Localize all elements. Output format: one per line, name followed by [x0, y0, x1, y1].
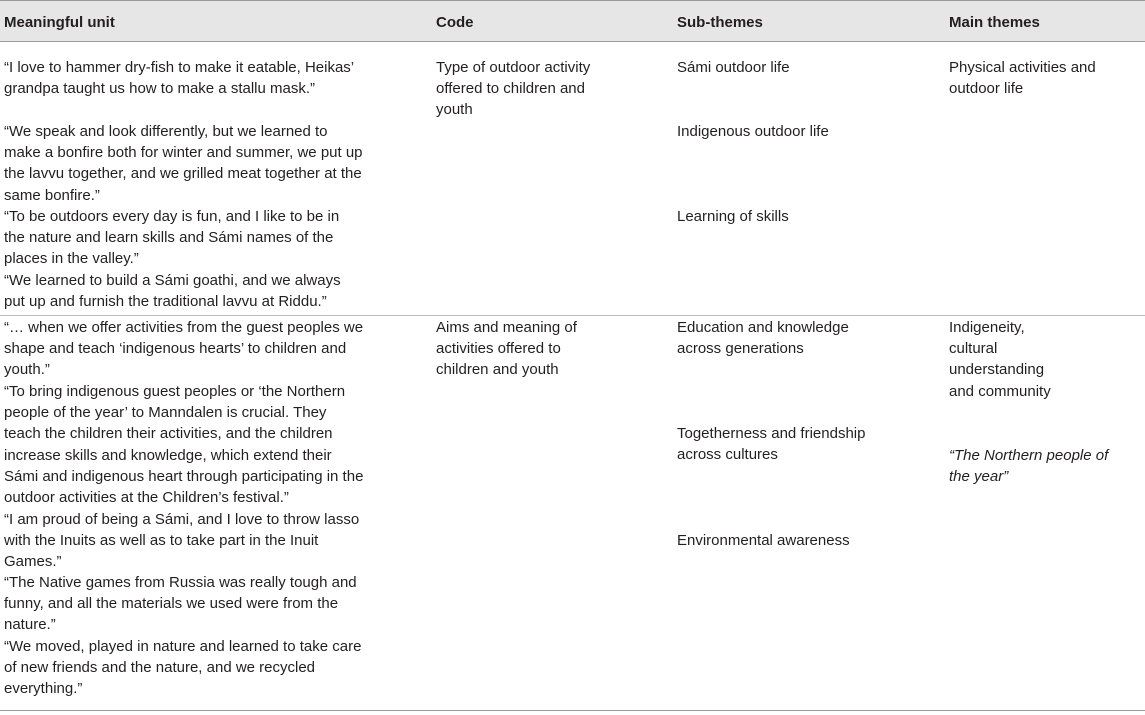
code-cell: Type of outdoor activity offered to children and youth	[436, 59, 591, 119]
table-bottom-rule	[0, 710, 1145, 711]
meaningful-unit-cell: “I love to hammer dry-fish to make it eatable, Heikas’ grandpa taught us how to make a stallu mask.”	[4, 59, 354, 98]
table-header-row	[0, 0, 1145, 42]
meaningful-unit-cell: “We speak and look differently, but we learned to make a bonfire both for winter and summer, we put up the lavvu together, and we grilled meat together at the same bonfire.”	[4, 123, 363, 204]
sub-theme-cell: Indigenous outdoor life	[677, 123, 829, 140]
header-sub-themes: Sub-themes	[677, 14, 763, 31]
header-code: Code	[436, 14, 474, 31]
main-theme-cell: Indigeneity, cultural understanding and community	[949, 319, 1051, 400]
main-theme-cell: Physical activities and outdoor life	[949, 59, 1096, 98]
sub-theme-cell: Education and knowledge across generations	[677, 319, 849, 358]
meaningful-unit-cell: “To bring indigenous guest peoples or ‘the Northern people of the year’ to Manndalen is crucial. They teach the children their activities, and the children increase skills and knowledge, which extend their Sámi and indigenous heart through participating in the outdoor activities at the Children’s festival.”	[4, 383, 364, 507]
header-meaningful-unit: Meaningful unit	[4, 14, 115, 31]
meaningful-unit-cell: “To be outdoors every day is fun, and I like to be in the nature and learn skills and Sámi names of the places in the valley.”	[4, 208, 340, 268]
sub-theme-cell: Togetherness and friendship across cultures	[677, 425, 866, 464]
main-theme-quote: “The Northern people of the year”	[949, 447, 1109, 486]
sub-theme-cell: Learning of skills	[677, 208, 789, 225]
sub-theme-cell: Environmental awareness	[677, 532, 850, 549]
meaningful-unit-cell: “We moved, played in nature and learned to take care of new friends and the nature, and we recycled everything.”	[4, 638, 362, 698]
meaningful-unit-cell: “We learned to build a Sámi goathi, and we always put up and furnish the traditional lavvu at Riddu.”	[4, 272, 341, 311]
group-divider	[0, 315, 1145, 316]
meaningful-unit-cell: “I am proud of being a Sámi, and I love to throw lasso with the Inuits as well as to take part in the Inuit Games.”	[4, 511, 360, 571]
meaningful-unit-cell: “The Native games from Russia was really tough and funny, and all the materials we used were from the nature.”	[4, 574, 357, 634]
header-main-themes: Main themes	[949, 14, 1040, 31]
sub-theme-cell: Sámi outdoor life	[677, 59, 790, 76]
code-cell: Aims and meaning of activities offered to children and youth	[436, 319, 577, 379]
meaningful-unit-cell: “… when we offer activities from the guest peoples we shape and teach ‘indigenous hearts’ to children and youth.”	[4, 319, 364, 379]
